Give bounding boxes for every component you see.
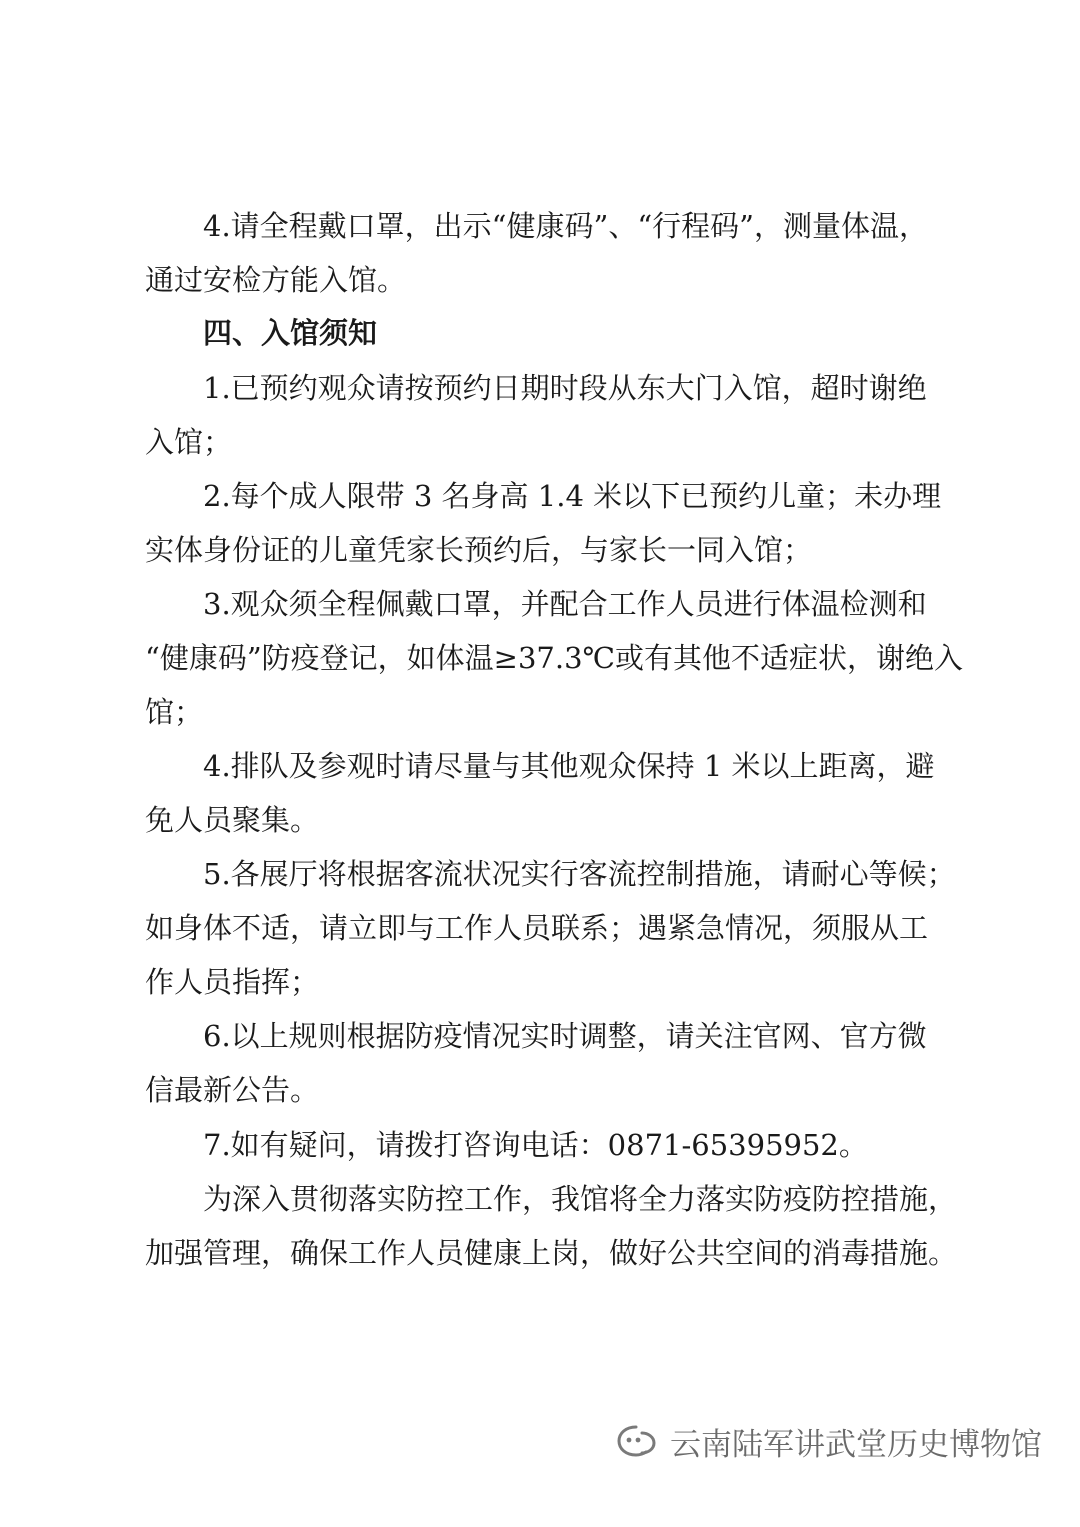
text-line <box>0 848 1080 900</box>
line-text: 免人员聚集。 <box>145 803 320 837</box>
text-line <box>0 902 1080 954</box>
line-text: 5.各展厅将根据客流状况实行客流控制措施，请耐心等候； <box>203 857 956 891</box>
text-line <box>0 254 1080 306</box>
text-line <box>0 794 1080 846</box>
text-line <box>0 578 1080 630</box>
line-text: 通过安检方能入馆。 <box>145 263 407 297</box>
line-text: “健康码”防疫登记，如体温≥37.3℃或有其他不适症状，谢绝入 <box>145 641 963 675</box>
line-text: 信最新公告。 <box>145 1073 320 1107</box>
text-line <box>0 1119 1080 1171</box>
line-text: 入馆； <box>145 425 233 459</box>
heading-text: 四、入馆须知 <box>203 316 378 350</box>
line-text: 1.已预约观众请按预约日期时段从东大门入馆，超时谢绝 <box>203 371 927 405</box>
text-line <box>0 686 1080 738</box>
line-text: 如身体不适，请立即与工作人员联系；遇紧急情况，须服从工 <box>145 911 929 945</box>
line-text: 加强管理，确保工作人员健康上岗，做好公共空间的消毒措施。 <box>145 1236 958 1270</box>
line-text: 为深入贯彻落实防控工作，我馆将全力落实防疫防控措施， <box>203 1182 958 1216</box>
line-text: 7.如有疑问，请拨打咨询电话：0871-65395952。 <box>203 1128 868 1162</box>
text-line <box>0 362 1080 414</box>
line-text: 4.排队及参观时请尽量与其他观众保持 1 米以上距离，避 <box>203 749 935 783</box>
text-line <box>0 740 1080 792</box>
text-line <box>0 1010 1080 1062</box>
line-text: 馆； <box>145 695 204 729</box>
line-text: 2.每个成人限带 3 名身高 1.4 米以下已预约儿童；未办理 <box>203 479 942 513</box>
text-line <box>0 956 1080 1008</box>
text-line <box>0 200 1080 252</box>
text-line <box>0 1227 1080 1279</box>
line-text: 3.观众须全程佩戴口罩，并配合工作人员进行体温检测和 <box>203 587 927 621</box>
line-text: 6.以上规则根据防疫情况实时调整，请关注官网、官方微 <box>203 1019 927 1053</box>
line-text: 作人员指挥； <box>145 965 320 999</box>
text-line <box>0 1064 1080 1116</box>
watermark <box>616 1406 1042 1476</box>
text-line <box>0 632 1080 684</box>
text-line <box>0 524 1080 576</box>
watermark-text: 云南陆军讲武堂历史博物馆 <box>670 1426 1042 1463</box>
wechat-official-account-icon <box>616 1421 662 1461</box>
line-text: 实体身份证的儿童凭家长预约后，与家长一同入馆； <box>145 533 813 567</box>
text-line <box>0 470 1080 522</box>
line-text: 4.请全程戴口罩，出示“健康码”、“行程码”，测量体温， <box>203 209 928 243</box>
text-line <box>0 1173 1080 1225</box>
section-heading <box>0 307 1080 359</box>
text-line <box>0 416 1080 468</box>
